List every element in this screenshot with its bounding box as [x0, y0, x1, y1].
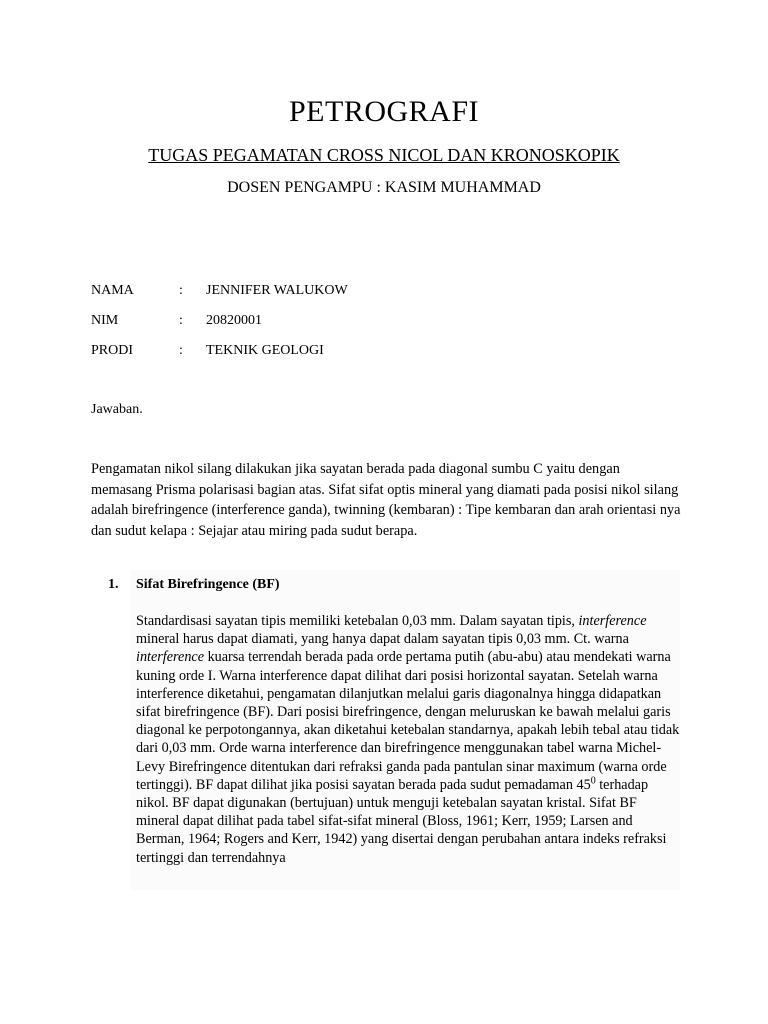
italic-term: interference [136, 649, 205, 666]
section-title: Sifat Birefringence (BF) [136, 577, 280, 592]
section-body-paragraph [136, 612, 681, 867]
info-label: NIM [91, 313, 119, 328]
intro-paragraph: Pengamatan nikol silang dilakukan jika sayatan berada pada diagonal sumbu C yaitu dengan memasang Prisma polarisasi bagian atas. Sifat sifat optis mineral yang diamati pada posisi nikol silang adalah birefringence (interference ganda), twinning (kembaran) : Tipe kembaran dan arah orientasi nya dan sudut kelapa : Sejajar atau miring pada sudut berapa. [91, 461, 681, 539]
lecturer-line: DOSEN PENGAMPU : KASIM MUHAMMAD [227, 179, 541, 196]
info-value: JENNIFER WALUKOW [206, 283, 348, 298]
answer-label: Jawaban. [91, 402, 143, 417]
section-number: 1. [108, 577, 119, 592]
body-text-part: terhadap nikol. BF dapat digunakan (bertujuan) untuk menguji ketebalan sayatan kristal. Sifat BF mineral dapat dilihat pada tabel sifat-sifat mineral (Bloss, 1961; Kerr, 1959; Larsen and Berman, 1964; Rogers and Kerr, 1942) yang disertai dengan perubahan antara indeks refraksi tertinggi dan terrendahnya [136, 776, 667, 866]
document-title: PETROGRAFI [288, 95, 480, 128]
info-value: TEKNIK GEOLOGI [206, 343, 324, 358]
body-text-part: kuarsa terrendah berada pada orde pertama putih (abu-abu) atau mendekati warna kuning orde I. Warna interference dapat dilihat dari posisi horizontal sayatan. Setelah warna interference diketahui, pengamatan dilanjutkan melalui garis diagonalnya hingga didapatkan sifat birefringence (BF). Dari posisi birefringence, dengan meluruskan ke bawah melalui garis diagonal ke perpotongannya, akan diketahui ketebalan standarnya, apakah lebih tebal atau tidak dari 0,03 mm. Orde warna interference dan birefringence menggunakan tabel warna Michel-Levy Birefringence ditentukan dari refraksi ganda pada pantulan sinar maximum (warna orde tertinggi). BF dapat dilihat jika posisi sayatan berada pada sudut pemadaman 45 [136, 649, 680, 793]
body-text-part: Standardisasi sayatan tipis memiliki ketebalan 0,03 mm. Dalam sayatan tipis, [136, 613, 579, 629]
italic-term: interference [578, 613, 647, 629]
info-colon: : [179, 343, 183, 358]
info-label: PRODI [91, 343, 134, 358]
info-row-prodi [91, 343, 348, 373]
info-row-nama [91, 283, 348, 313]
info-colon: : [179, 313, 183, 328]
info-value: 20820001 [206, 313, 262, 328]
degree-superscript: 0 [590, 775, 596, 787]
document-subtitle: TUGAS PEGAMATAN CROSS NICOL DAN KRONOSKOPIK [148, 145, 620, 165]
student-info-block [91, 283, 348, 373]
info-row-nim [91, 313, 348, 343]
info-label: NAMA [91, 283, 134, 298]
body-text-part: mineral harus dapat diamati, yang hanya dapat dalam sayatan tipis 0,03 mm. Ct. warna [136, 631, 629, 648]
info-colon: : [179, 283, 183, 298]
section-heading [108, 577, 280, 593]
